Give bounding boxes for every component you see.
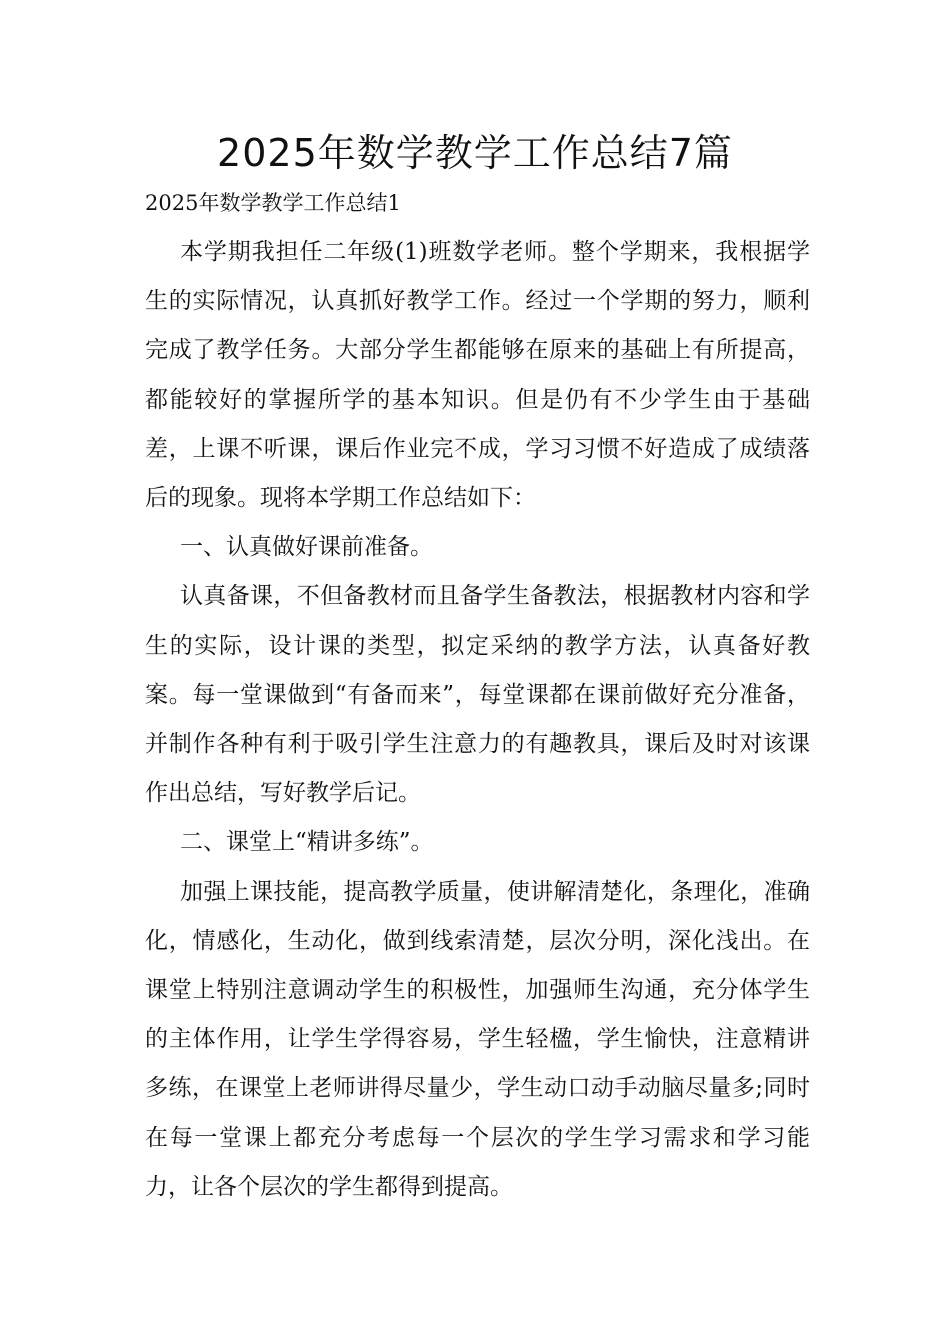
section-2-heading: 二、课堂上“精讲多练”。 [180,829,434,856]
document-title: 2025年数学教学工作总结7篇 [217,131,733,175]
section-2-paragraph: 加强上课技能，提高教学质量，使讲解清楚化，条理化，准确化，情感化，生动化，做到线索清楚，层次分明，深化浅出。在课堂上特别注意调动学生的积极性，加强师生沟通，充分体学生的主体作用，让学生学得容易，学生轻楹，学生愉快，注意精讲多练，在课堂上老师讲得尽量少，学生动口动手动脑尽量多;同时在每一堂课上都充分考虑每一个层次的学生学习需求和学习能力，让各个层次的学生都得到提高。 [145,878,810,1200]
section-1-paragraph: 认真备课，不但备教材而且备学生备教法，根据教材内容和学生的实际，设计课的类型，拟定采纳的教学方法，认真备好教案。每一堂课做到“有备而来”，每堂课都在课前做好充分准备，并制作各种有利于吸引学生注意力的有趣教具，课后及时对该课作出总结，写好教学后记。 [145,583,810,807]
section-1-heading: 一、认真做好课前准备。 [180,534,433,561]
document-subtitle: 2025年数学教学工作总结1 [145,191,401,215]
intro-paragraph: 本学期我担任二年级(1)班数学老师。整个学期来，我根据学生的实际情况，认真抓好教学工作。经过一个学期的努力，顺利完成了教学任务。大部分学生都能够在原来的基础上有所提高，都能较好的掌握所学的基本知识。但是仍有不少学生由于基础差，上课不听课，课后作业完不成，学习习惯不好造成了成绩落后的现象。现将本学期工作总结如下： [145,239,810,512]
document-body [145,228,810,1212]
